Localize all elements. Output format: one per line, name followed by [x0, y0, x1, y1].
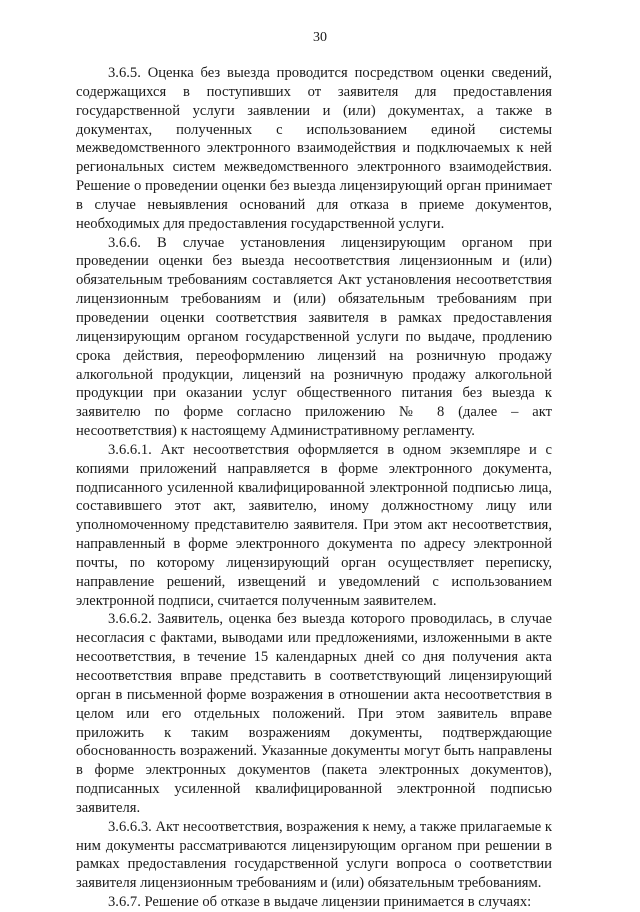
- paragraph-3-6-6-1: 3.6.6.1. Акт несоответствия оформляется в одном экземпляре и с копиями приложений направляется в форме электронного документа, подписанного усиленной квалифицированной электронной подписью лица, составившего этот акт, заявителю, иному должностному лицу или уполномоченному представителю заявителя. При этом акт несоответствия, направленный в форме электронного документа по адресу электронной почты, по которому лицензирующий орган осуществляет переписку, направление решений, извещений и уведомлений с использованием электронной подписи, считается полученным заявителем.: [76, 441, 552, 609]
- paragraph-3-6-6-3: 3.6.6.3. Акт несоответствия, возражения к нему, а также прилагаемые к ним документы рассматриваются лицензирующим органом при решении в рамках предоставления государственной услуги вопроса о соответствии заявителя лицензионным требованиям и (или) обязательным требованиям.: [76, 818, 552, 892]
- paragraph-3-6-6: 3.6.6. В случае установления лицензирующим органом при проведении оценки без выезда несоответствия лицензионным и (или) обязательным требованиям составляется Акт установления несоответствия лицензионным требованиям и (или) обязательным требованиям при проведении оценки соответствия заявителя в рамках предоставления лицензирующим органом государственной услуги по выдаче, продлению срока действия, переоформлению лицензий на розничную продажу алкогольной продукции, лицензий на розничную продажу алкогольной продукции при оказании услуг общественного питания без выезда к заявителю по форме согласно приложению № 8 (далее – акт несоответствия) к настоящему Административному регламенту.: [76, 234, 552, 440]
- paragraph-3-6-5: 3.6.5. Оценка без выезда проводится посредством оценки сведений, содержащихся в поступивших от заявителя для предоставления государственной услуги заявлении и (или) документах, а также в документах, полученных с использованием единой системы межведомственного электронного взаимодействия и подключаемых к ней региональных систем межведомственного электронного взаимодействия. Решение о проведении оценки без выезда лицензирующий орган принимает в случае невыявления оснований для отказа в приеме документов, необходимых для предоставления государственной услуги.: [76, 65, 552, 232]
- paragraph-3-6-7: 3.6.7. Решение об отказе в выдаче лицензии принимается в случаях:: [108, 894, 532, 911]
- document-body: [76, 64, 552, 912]
- page-number: 30: [313, 30, 327, 45]
- paragraph-3-6-6-2: 3.6.6.2. Заявитель, оценка без выезда которого проводилась, в случае несогласия с фактами, выводами или предложениями, изложенными в акте несоответствия, в течение 15 календарных дней со дня получения акта несоответствия вправе представить в соответствующий лицензирующий орган в письменной форме возражения в отношении акта несоответствия в целом или его отдельных положений. При этом заявитель вправе приложить к таким возражениям документы, подтверждающие обоснованность возражений. Указанные документы могут быть направлены в форме электронных документов (пакета электронных документов), подписанных усиленной квалифицированной электронной подписью заявителя.: [76, 611, 552, 816]
